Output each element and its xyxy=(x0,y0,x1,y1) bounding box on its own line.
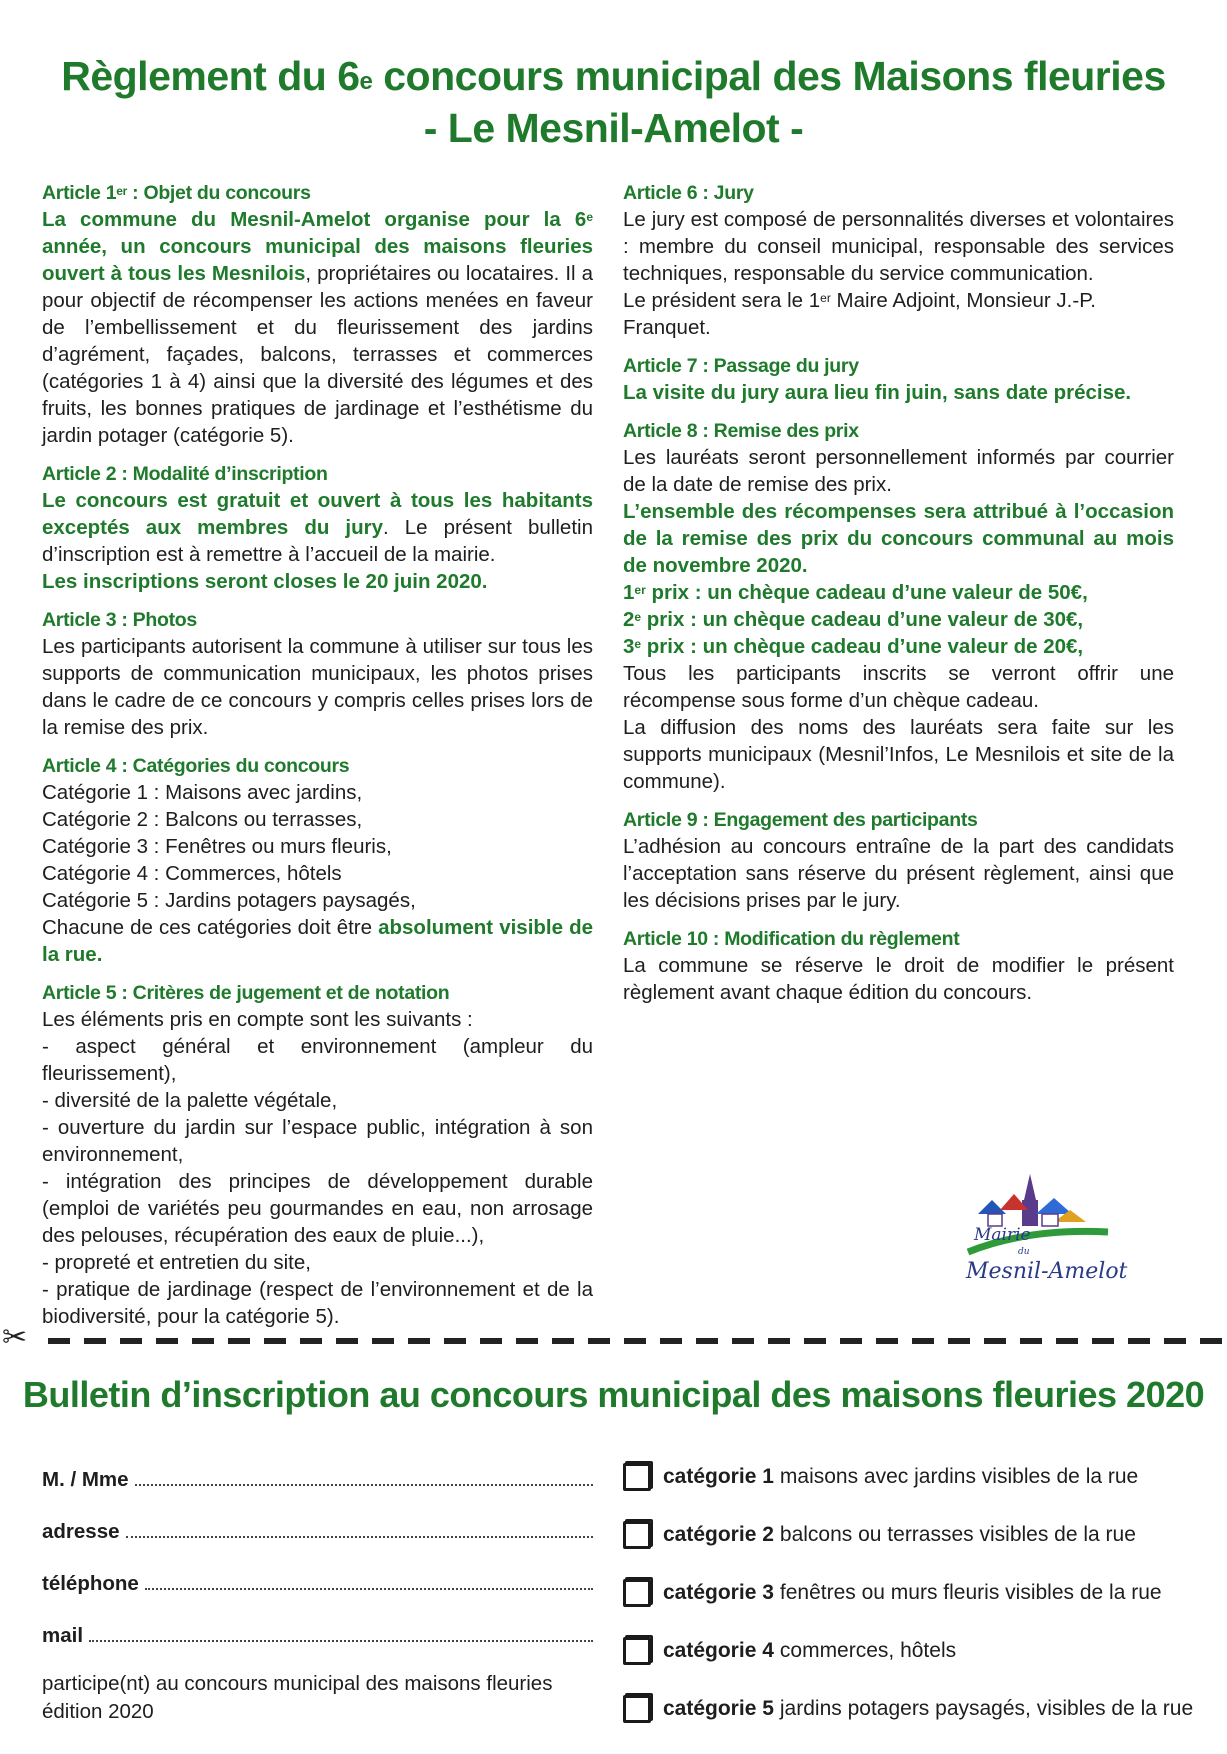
field-label: M. / Mme xyxy=(42,1468,129,1491)
bold-sup: e xyxy=(586,210,593,224)
article-6-president xyxy=(623,287,1174,341)
article-10-body: La commune se réserve le droit de modifier le présent règlement avant chaque édition du concours. xyxy=(623,954,1174,1004)
category-item: Catégorie 1 : Maisons avec jardins, xyxy=(42,781,363,804)
prize-rank: 3 xyxy=(623,635,635,658)
prize-text: prix : un chèque cadeau d’une valeur de 50€, xyxy=(645,581,1088,604)
category-option-3[interactable] xyxy=(623,1564,1203,1622)
article-8 xyxy=(623,418,1174,795)
category-label: catégorie 4 xyxy=(663,1639,774,1662)
scissors-icon: ✂ xyxy=(2,1321,28,1354)
article-10 xyxy=(623,926,1174,1006)
registration-form xyxy=(42,1440,593,1726)
article-4-heading: Article 4 : Catégories du concours xyxy=(42,755,350,777)
bold-text-end: année, un concours municipal des maisons fleuries ouvert à tous les Mesnilois xyxy=(42,235,593,285)
closing-date: Les inscriptions seront closes le 20 juin 2020. xyxy=(42,570,488,593)
article-9-body: L’adhésion au concours entraîne de la part des candidats l’acceptation sans réserve du présent règlement, ainsi que les décisions prises par le jury. xyxy=(623,835,1174,912)
prize-item xyxy=(623,606,1174,633)
field-mail[interactable] xyxy=(42,1596,593,1648)
prize-sup: er xyxy=(634,583,646,597)
article-10-heading: Article 10 : Modification du règlement xyxy=(623,928,960,950)
name-input-line[interactable] xyxy=(135,1484,593,1486)
prize-item xyxy=(623,633,1174,660)
page-title xyxy=(0,50,1227,154)
field-label: adresse xyxy=(42,1520,120,1543)
sup: er xyxy=(820,291,831,305)
article-4 xyxy=(42,753,593,968)
category-text: balcons ou terrasses visibles de la rue xyxy=(779,1523,1136,1546)
field-label: téléphone xyxy=(42,1572,139,1595)
village-icon xyxy=(978,1174,1086,1226)
body-text: Chacune de ces catégories doit être xyxy=(42,916,379,939)
category-text: fenêtres ou murs fleuris visibles de la rue xyxy=(779,1581,1162,1604)
article-5-intro: Les éléments pris en compte sont les suivants : xyxy=(42,1008,473,1031)
category-item: Catégorie 4 : Commerces, hôtels xyxy=(42,862,342,885)
bold-text: absolument visible de la rue. xyxy=(42,916,593,966)
checkbox-icon[interactable] xyxy=(623,1695,651,1723)
title-text-end: concours municipal des Maisons fleuries xyxy=(372,53,1166,99)
article-3 xyxy=(42,607,593,741)
prize-item xyxy=(623,579,1174,606)
criteria-item: - intégration des principes de développement durable (emploi de variétés peu gourmandes en eau, non arrosage des pelouses, récupération des eaux de pluie...), xyxy=(42,1170,593,1247)
heading-text: Article 1 xyxy=(42,182,117,204)
title-text: Règlement du 6 xyxy=(61,53,360,99)
field-name[interactable] xyxy=(42,1440,593,1492)
category-item: Catégorie 2 : Balcons ou terrasses, xyxy=(42,808,363,831)
category-text: maisons avec jardins visibles de la rue xyxy=(779,1465,1139,1488)
title-line-2: - Le Mesnil-Amelot - xyxy=(423,105,804,151)
category-text: jardins potagers paysagés, visibles de la rue xyxy=(779,1697,1194,1720)
category-label: catégorie 1 xyxy=(663,1465,774,1488)
criteria-item: - ouverture du jardin sur l’espace public, intégration à son environnement, xyxy=(42,1116,593,1166)
article-4-closing xyxy=(42,914,593,968)
category-option-4[interactable] xyxy=(623,1622,1203,1680)
category-option-2[interactable] xyxy=(623,1506,1203,1564)
prize-text: prix : un chèque cadeau d’une valeur de 30€, xyxy=(641,608,1084,631)
criteria-item: - diversité de la palette végétale, xyxy=(42,1089,338,1112)
article-8-ceremony: L’ensemble des récompenses sera attribué à l’occasion de la remise des prix du concours communal au mois de novembre 2020. xyxy=(623,500,1174,577)
checkbox-icon[interactable] xyxy=(623,1521,651,1549)
category-checklist xyxy=(623,1448,1203,1738)
logo-mairie-text: Mairie xyxy=(974,1225,1031,1245)
article-8-diffusion: La diffusion des noms des lauréats sera faite sur les supports municipaux (Mesnil’Infos, Le Mesnilois et site de la commune). xyxy=(623,716,1174,793)
article-3-heading: Article 3 : Photos xyxy=(42,609,197,631)
category-text: commerces, hôtels xyxy=(779,1639,957,1662)
mail-input-line[interactable] xyxy=(89,1640,593,1642)
article-7-heading: Article 7 : Passage du jury xyxy=(623,355,859,377)
category-label: catégorie 3 xyxy=(663,1581,774,1604)
criteria-item: - pratique de jardinage (respect de l’environnement et de la biodiversité, pour la catégorie 5). xyxy=(42,1278,593,1328)
article-2-body xyxy=(42,487,593,568)
bold-text: La commune du Mesnil-Amelot organise pour la 6 xyxy=(42,208,587,231)
checkbox-icon[interactable] xyxy=(623,1637,651,1665)
article-6-body: Le jury est composé de personnalités diverses et volontaires : membre du conseil municipal, responsable des services techniques, responsable du service communication. xyxy=(623,208,1174,285)
heading-text-end: : Objet du concours xyxy=(127,182,311,204)
bulletin-title: Bulletin d’inscription au concours municipal des maisons fleuries 2020 xyxy=(22,1374,1205,1415)
logo-town-text: Mesnil-Amelot xyxy=(966,1259,1128,1284)
right-column xyxy=(623,180,1174,1018)
category-item: Catégorie 3 : Fenêtres ou murs fleuris, xyxy=(42,835,392,858)
dashed-divider xyxy=(48,1338,1227,1344)
field-label: mail xyxy=(42,1624,84,1647)
prize-rank: 2 xyxy=(623,608,635,631)
prize-text: prix : un chèque cadeau d’une valeur de 20€, xyxy=(641,635,1084,658)
cut-line xyxy=(0,1321,1227,1354)
body-text: Le président sera le 1 xyxy=(623,289,821,312)
article-7 xyxy=(623,353,1174,406)
field-phone[interactable] xyxy=(42,1544,593,1596)
checkbox-icon[interactable] xyxy=(623,1463,651,1491)
article-6 xyxy=(623,180,1174,341)
body-text: , propriétaires ou locataires. Il a pour objectif de récompenser les actions menées en faveur de l’embellissement et du fleurissement des jardins d’agrément, façades, balcons, terrasses et commerces (catégories 1 à 4) ainsi que la diversité des légumes et des fruits, les bonnes pratiques de jardinage et l’esthétisme du jardin potager (catégorie 5). xyxy=(42,262,594,447)
criteria-item: - aspect général et environnement (ampleur du fleurissement), xyxy=(42,1035,593,1085)
article-9-heading: Article 9 : Engagement des participants xyxy=(623,809,978,831)
article-8-heading: Article 8 : Remise des prix xyxy=(623,420,859,442)
article-2-heading: Article 2 : Modalité d’inscription xyxy=(42,463,328,485)
logo-du-text: du xyxy=(1018,1247,1030,1257)
prize-sup: e xyxy=(634,610,642,624)
category-option-1[interactable] xyxy=(623,1448,1203,1506)
category-label: catégorie 2 xyxy=(663,1523,774,1546)
article-5 xyxy=(42,980,593,1330)
article-6-heading: Article 6 : Jury xyxy=(623,182,754,204)
category-item: Catégorie 5 : Jardins potagers paysagés, xyxy=(42,889,416,912)
title-line-1 xyxy=(0,50,1227,102)
prize-rank: 1 xyxy=(623,581,635,604)
article-1-heading xyxy=(42,180,593,206)
article-1-body xyxy=(42,206,593,449)
phone-input-line[interactable] xyxy=(145,1588,593,1590)
article-1 xyxy=(42,180,593,449)
criteria-item: - propreté et entretien du site, xyxy=(42,1251,311,1274)
participation-note: participe(nt) au concours municipal des maisons fleuries édition 2020 xyxy=(42,1672,553,1723)
body-text: . Le présent bulletin d’inscription est à remettre à l’accueil de la mairie. xyxy=(42,516,593,566)
article-7-body: La visite du jury aura lieu fin juin, sans date précise. xyxy=(623,381,1132,404)
category-label: catégorie 5 xyxy=(663,1697,774,1720)
prize-sup: e xyxy=(634,637,642,651)
article-9 xyxy=(623,807,1174,914)
article-3-body: Les participants autorisent la commune à utiliser sur tous les supports de communication municipaux, les photos prises dans le cadre de ce concours y compris celles prises lors de la remise des prix. xyxy=(42,635,593,739)
article-2 xyxy=(42,461,593,595)
heading-sup: er xyxy=(116,184,128,198)
article-5-heading: Article 5 : Critères de jugement et de notation xyxy=(42,982,450,1004)
title-sup: e xyxy=(359,68,373,95)
checkbox-icon[interactable] xyxy=(623,1579,651,1607)
mairie-logo xyxy=(958,1170,1128,1300)
category-option-5[interactable] xyxy=(623,1680,1203,1738)
left-column xyxy=(42,180,593,1342)
address-input-line[interactable] xyxy=(126,1536,593,1538)
article-8-gift: Tous les participants inscrits se verront offrir une récompense sous forme d’un chèque cadeau. xyxy=(623,662,1174,712)
bold-text: Le concours est gratuit et ouvert à tous les habitants exceptés aux membres du jury xyxy=(42,489,593,539)
field-address[interactable] xyxy=(42,1492,593,1544)
body-text-end: Maire Adjoint, Monsieur J.-P. Franquet. xyxy=(623,289,1096,339)
article-8-body: Les lauréats seront personnellement informés par courrier de la date de remise des prix. xyxy=(623,446,1174,496)
